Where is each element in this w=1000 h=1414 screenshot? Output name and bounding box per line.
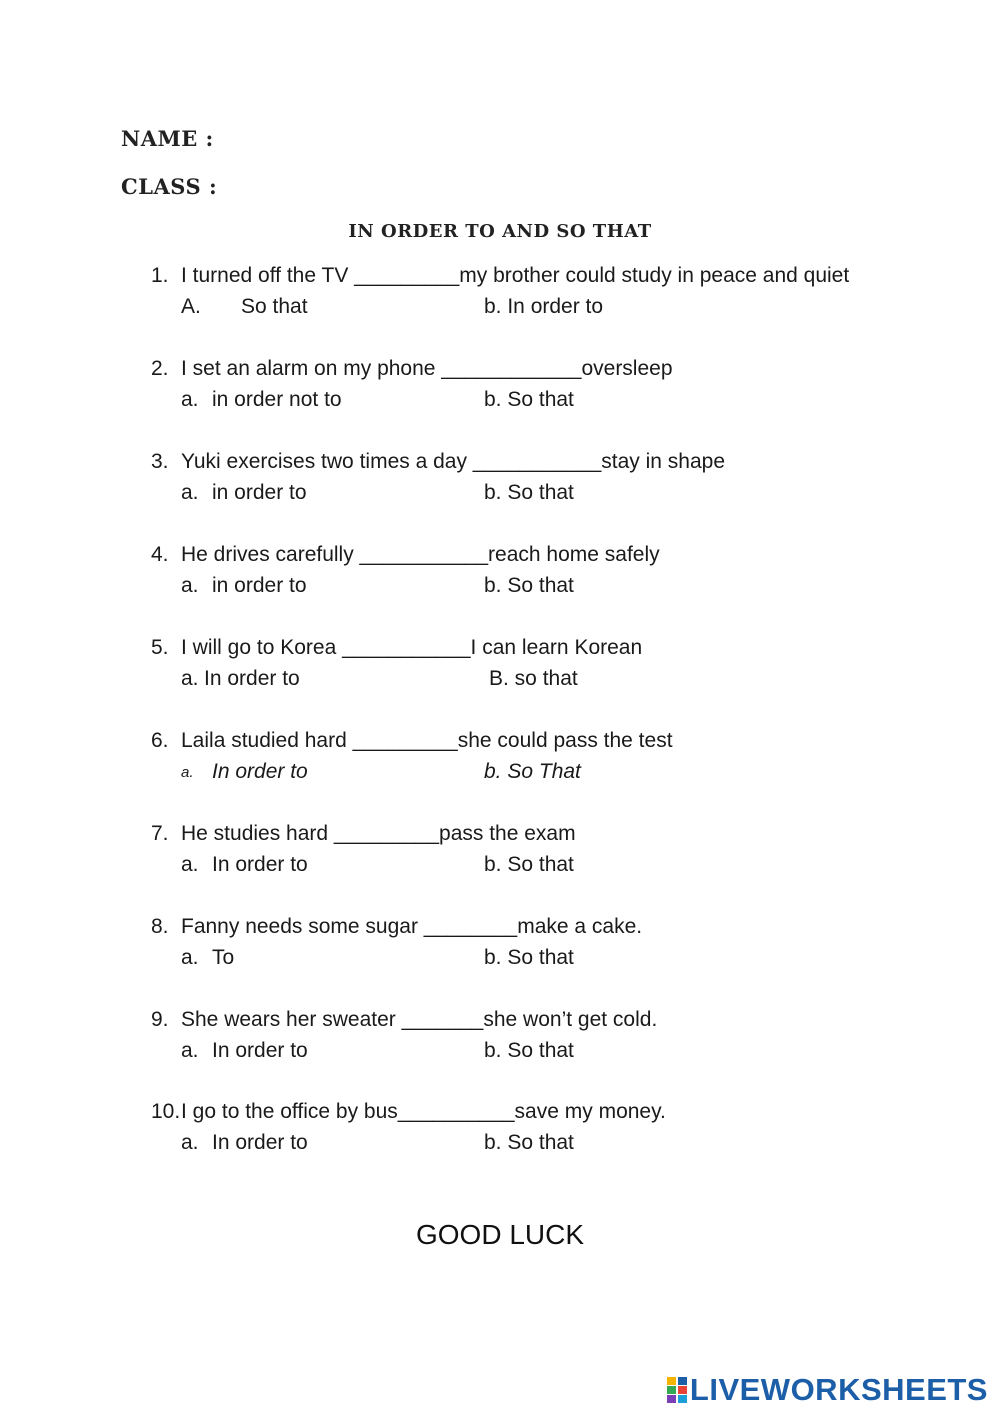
option-a-letter: a. xyxy=(181,853,199,876)
question-number: 3. xyxy=(151,450,169,473)
liveworksheets-logo xyxy=(667,1372,988,1408)
question-2 xyxy=(0,357,1000,427)
question-7 xyxy=(0,822,1000,892)
question-10 xyxy=(0,1100,1000,1170)
question-8 xyxy=(0,915,1000,985)
question-number: 9. xyxy=(151,1008,169,1031)
option-a-letter: a. xyxy=(181,574,199,597)
question-text: She wears her sweater _______she won’t get cold. xyxy=(181,1008,658,1031)
option-b[interactable]: B. so that xyxy=(489,667,578,690)
option-b[interactable]: b. So that xyxy=(484,1131,574,1154)
option-a[interactable]: To xyxy=(212,946,235,969)
question-number: 6. xyxy=(151,729,169,752)
name-label: NAME : xyxy=(121,126,214,151)
option-a-letter: a. xyxy=(181,946,199,969)
question-text: I go to the office by bus__________save my money. xyxy=(181,1100,666,1123)
option-a[interactable]: in order to xyxy=(212,574,307,597)
class-label: CLASS : xyxy=(121,174,218,199)
worksheet-title: IN ORDER TO AND SO THAT xyxy=(348,221,652,242)
option-a[interactable]: In order to xyxy=(212,1039,308,1062)
option-a-letter: a. xyxy=(181,481,199,504)
option-b[interactable]: b. In order to xyxy=(484,295,604,318)
question-number: 4. xyxy=(151,543,169,566)
option-b[interactable]: b. So That xyxy=(484,760,581,783)
question-text: I turned off the TV _________my brother could study in peace and quiet xyxy=(181,264,850,287)
option-a-letter: a. xyxy=(181,388,199,411)
option-a-letter: a. xyxy=(181,764,194,781)
question-text: Fanny needs some sugar ________make a cake. xyxy=(181,915,643,938)
option-a[interactable]: in order not to xyxy=(212,388,342,411)
question-4 xyxy=(0,543,1000,613)
option-a-letter: A. xyxy=(181,295,201,318)
option-a-letter: a. xyxy=(181,667,199,690)
option-a[interactable]: In order to xyxy=(212,853,308,876)
option-b[interactable]: b. So that xyxy=(484,388,574,411)
option-b[interactable]: b. So that xyxy=(484,853,574,876)
option-a[interactable]: in order to xyxy=(212,481,307,504)
question-text: Yuki exercises two times a day ___________stay in shape xyxy=(181,450,726,473)
question-number: 2. xyxy=(151,357,169,380)
option-a-letter: a. xyxy=(181,1039,199,1062)
option-a[interactable]: So that xyxy=(241,295,308,318)
question-text: He studies hard _________pass the exam xyxy=(181,822,576,845)
option-b[interactable]: b. So that xyxy=(484,946,574,969)
question-number: 10. xyxy=(151,1100,181,1123)
question-number: 7. xyxy=(151,822,169,845)
question-text: I set an alarm on my phone ____________oversleep xyxy=(181,357,673,380)
option-a[interactable]: In order to xyxy=(212,760,308,783)
question-1 xyxy=(0,264,1000,334)
question-text: Laila studied hard _________she could pass the test xyxy=(181,729,673,752)
question-9 xyxy=(0,1008,1000,1078)
question-number: 8. xyxy=(151,915,169,938)
question-text: He drives carefully ___________reach home safely xyxy=(181,543,660,566)
option-b[interactable]: b. So that xyxy=(484,1039,574,1062)
option-a[interactable]: In order to xyxy=(212,1131,308,1154)
option-a[interactable]: In order to xyxy=(204,667,300,690)
question-number: 5. xyxy=(151,636,169,659)
question-5 xyxy=(0,636,1000,706)
good-luck-text: GOOD LUCK xyxy=(415,1219,585,1250)
question-text: I will go to Korea ___________I can learn Korean xyxy=(181,636,643,659)
option-a-letter: a. xyxy=(181,1131,199,1154)
liveworksheets-logo-icon xyxy=(667,1375,687,1405)
question-6 xyxy=(0,729,1000,799)
question-3 xyxy=(0,450,1000,520)
question-number: 1. xyxy=(151,264,169,287)
option-b[interactable]: b. So that xyxy=(484,574,574,597)
liveworksheets-logo-text: LIVEWORKSHEETS xyxy=(689,1372,988,1407)
option-b[interactable]: b. So that xyxy=(484,481,574,504)
